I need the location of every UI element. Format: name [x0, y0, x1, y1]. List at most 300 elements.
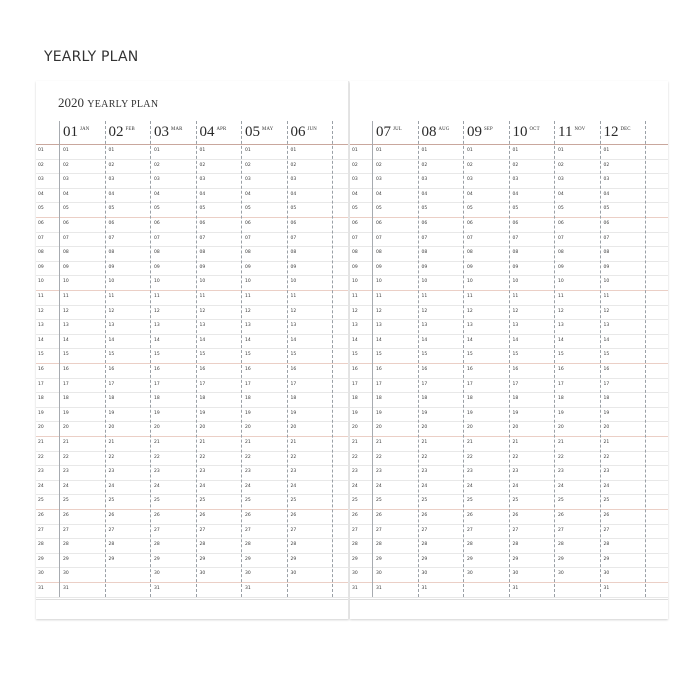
day-number: 13 — [603, 323, 610, 329]
month-abbr: APR — [216, 127, 227, 132]
day-number: 15 — [63, 352, 69, 358]
day-number: 27 — [63, 527, 69, 533]
row-rule — [36, 173, 348, 174]
row-rule — [36, 159, 348, 160]
gutter-day-number: 03 — [38, 177, 44, 183]
gutter-day-number: 20 — [38, 425, 44, 431]
day-number: 04 — [199, 191, 206, 197]
day-number: 07 — [558, 235, 564, 241]
day-number: 22 — [376, 454, 382, 460]
day-number: 20 — [199, 425, 206, 431]
day-number: 09 — [245, 264, 251, 270]
row-rule — [36, 217, 348, 218]
day-number: 14 — [421, 337, 428, 343]
day-number: 09 — [154, 264, 160, 270]
month-number: 12 — [603, 124, 619, 140]
day-number: 19 — [512, 410, 519, 416]
gutter-day-number: 27 — [352, 527, 358, 533]
month-divider — [509, 121, 510, 597]
month-abbr: OCT — [529, 127, 540, 132]
day-number: 07 — [63, 235, 69, 241]
month-abbr: JUL — [393, 127, 402, 132]
day-number: 26 — [108, 513, 115, 518]
day-number: 11 — [467, 294, 473, 299]
day-number: 10 — [376, 279, 382, 285]
day-number: 25 — [154, 498, 160, 504]
gutter-day-number: 10 — [38, 279, 44, 285]
day-number: 07 — [154, 235, 160, 241]
month-number: 10 — [512, 124, 528, 140]
month-number: 05 — [245, 124, 260, 140]
day-number: 04 — [63, 191, 69, 197]
day-number: 05 — [108, 206, 115, 212]
day-number: 29 — [199, 556, 206, 562]
day-number: 07 — [245, 235, 251, 241]
day-number: 03 — [558, 177, 564, 183]
day-number: 22 — [199, 454, 206, 460]
day-number: 21 — [512, 440, 519, 445]
day-number: 15 — [512, 352, 519, 358]
day-number: 24 — [108, 483, 115, 489]
month-abbr: FEB — [125, 127, 135, 132]
day-number: 06 — [245, 221, 251, 226]
day-number: 26 — [154, 513, 160, 518]
day-number: 27 — [512, 527, 519, 533]
day-number: 05 — [245, 206, 251, 212]
day-number: 08 — [245, 250, 251, 256]
day-number: 13 — [154, 323, 160, 329]
gutter-day-number: 09 — [38, 264, 44, 270]
day-number: 15 — [154, 352, 160, 358]
gutter-day-number: 01 — [352, 148, 358, 153]
day-number: 14 — [467, 337, 473, 343]
day-number: 12 — [63, 308, 69, 314]
day-number: 29 — [245, 556, 251, 562]
day-number: 30 — [290, 571, 297, 577]
day-number: 01 — [154, 148, 160, 153]
day-number: 24 — [63, 483, 69, 489]
day-number: 06 — [376, 221, 382, 226]
day-number: 14 — [199, 337, 206, 343]
month-abbr: AUG — [438, 127, 450, 132]
day-number: 20 — [63, 425, 69, 431]
day-number: 08 — [376, 250, 382, 256]
day-number: 17 — [199, 381, 206, 387]
day-number: 17 — [108, 381, 115, 387]
day-number: 13 — [376, 323, 382, 329]
day-number: 31 — [603, 586, 610, 591]
month-divider — [372, 121, 373, 597]
gutter-day-number: 22 — [352, 454, 358, 460]
day-number: 18 — [421, 396, 428, 402]
day-number: 18 — [108, 396, 115, 402]
gutter-day-number: 31 — [352, 586, 358, 591]
day-number: 26 — [290, 513, 297, 518]
gutter-day-number: 22 — [38, 454, 44, 460]
page-footer-band — [350, 599, 668, 620]
day-number: 26 — [512, 513, 519, 518]
day-number: 02 — [603, 162, 610, 168]
row-rule — [36, 582, 348, 583]
day-number: 30 — [63, 571, 69, 577]
row-rule — [36, 567, 348, 568]
day-number: 03 — [376, 177, 382, 183]
day-number: 14 — [154, 337, 160, 343]
day-number: 23 — [199, 469, 206, 475]
day-number: 30 — [199, 571, 206, 577]
day-number: 22 — [467, 454, 473, 460]
gutter-day-number: 04 — [352, 191, 358, 197]
month-header-jul — [376, 123, 402, 143]
day-number: 05 — [421, 206, 428, 212]
gutter-day-number: 04 — [38, 191, 44, 197]
row-rule — [36, 436, 348, 437]
day-number: 11 — [199, 294, 206, 299]
day-number: 06 — [154, 221, 160, 226]
day-number: 26 — [245, 513, 251, 518]
day-number: 16 — [108, 367, 115, 372]
day-number: 29 — [467, 556, 473, 562]
day-number: 28 — [108, 542, 115, 548]
day-number: 18 — [512, 396, 519, 402]
day-number: 07 — [467, 235, 473, 241]
page-footer-band — [36, 599, 348, 620]
day-number: 25 — [290, 498, 297, 504]
day-number: 19 — [108, 410, 115, 416]
day-number: 02 — [199, 162, 206, 168]
gutter-day-number: 19 — [352, 410, 358, 416]
gutter-day-number: 28 — [352, 542, 358, 548]
day-number: 23 — [512, 469, 519, 475]
gutter-day-number: 26 — [38, 513, 44, 518]
day-number: 24 — [421, 483, 428, 489]
day-number: 02 — [108, 162, 115, 168]
day-number: 24 — [558, 483, 564, 489]
month-header-sep — [467, 123, 493, 143]
day-number: 04 — [154, 191, 160, 197]
day-number: 06 — [603, 221, 610, 226]
gutter-day-number: 24 — [352, 483, 358, 489]
gutter-day-number: 23 — [38, 469, 44, 475]
day-number: 18 — [603, 396, 610, 402]
day-number: 04 — [467, 191, 473, 197]
day-number: 13 — [467, 323, 473, 329]
day-number: 14 — [558, 337, 564, 343]
day-number: 25 — [421, 498, 428, 504]
gutter-day-number: 12 — [352, 308, 358, 314]
day-number: 04 — [290, 191, 297, 197]
day-number: 17 — [421, 381, 428, 387]
planner-page-left — [36, 81, 349, 619]
day-number: 21 — [199, 440, 206, 445]
day-number: 20 — [108, 425, 115, 431]
day-number: 05 — [63, 206, 69, 212]
day-number: 25 — [376, 498, 382, 504]
day-number: 16 — [376, 367, 382, 372]
day-number: 25 — [558, 498, 564, 504]
day-number: 21 — [245, 440, 251, 445]
row-rule — [36, 202, 348, 203]
day-number: 30 — [245, 571, 251, 577]
day-number: 15 — [290, 352, 297, 358]
month-divider — [418, 121, 419, 597]
day-number: 28 — [290, 542, 297, 548]
day-number: 08 — [63, 250, 69, 256]
day-number: 19 — [63, 410, 69, 416]
row-rule — [36, 524, 348, 525]
day-number: 02 — [63, 162, 69, 168]
day-number: 18 — [558, 396, 564, 402]
day-number: 27 — [467, 527, 473, 533]
day-number: 28 — [63, 542, 69, 548]
gutter-day-number: 31 — [38, 586, 44, 591]
day-number: 27 — [108, 527, 115, 533]
day-number: 09 — [376, 264, 382, 270]
day-number: 22 — [603, 454, 610, 460]
day-number: 01 — [376, 148, 382, 153]
day-number: 29 — [108, 556, 115, 562]
day-number: 20 — [376, 425, 382, 431]
gutter-day-number: 16 — [352, 367, 358, 372]
planner-title-text: YEARLY PLAN — [87, 99, 159, 110]
day-number: 24 — [154, 483, 160, 489]
day-number: 03 — [108, 177, 115, 183]
month-header-nov — [558, 123, 585, 143]
gutter-day-number: 07 — [352, 235, 358, 241]
month-number: 11 — [558, 124, 573, 140]
month-header-may — [245, 123, 273, 143]
day-number: 19 — [467, 410, 473, 416]
day-number: 16 — [290, 367, 297, 372]
day-number: 08 — [512, 250, 519, 256]
day-number: 10 — [245, 279, 251, 285]
day-number: 21 — [108, 440, 115, 445]
day-number: 11 — [154, 294, 160, 299]
month-number: 06 — [290, 124, 306, 140]
day-number: 12 — [376, 308, 382, 314]
day-number: 26 — [467, 513, 473, 518]
row-rule — [36, 232, 348, 233]
day-number: 18 — [245, 396, 251, 402]
day-number: 13 — [558, 323, 564, 329]
gutter-day-number: 11 — [38, 294, 44, 299]
day-number: 06 — [108, 221, 115, 226]
day-number: 19 — [290, 410, 297, 416]
day-number: 26 — [421, 513, 428, 518]
gutter-day-number: 11 — [352, 294, 358, 299]
gutter-day-number: 08 — [352, 250, 358, 256]
day-number: 25 — [63, 498, 69, 504]
day-number: 26 — [603, 513, 610, 518]
day-number: 15 — [421, 352, 428, 358]
day-number: 10 — [603, 279, 610, 285]
gutter-day-number: 06 — [38, 221, 44, 226]
day-number: 06 — [558, 221, 564, 226]
day-number: 20 — [558, 425, 564, 431]
month-abbr: DEC — [620, 127, 631, 132]
row-rule — [36, 392, 348, 393]
day-number: 08 — [603, 250, 610, 256]
day-number: 19 — [421, 410, 428, 416]
row-rule — [36, 261, 348, 262]
row-rule — [36, 494, 348, 495]
day-number: 07 — [199, 235, 206, 241]
day-number: 11 — [421, 294, 428, 299]
month-abbr: MAY — [262, 127, 274, 132]
day-number: 13 — [512, 323, 519, 329]
day-number: 07 — [376, 235, 382, 241]
day-number: 11 — [558, 294, 564, 299]
day-number: 19 — [245, 410, 251, 416]
day-number: 05 — [199, 206, 206, 212]
day-number: 30 — [154, 571, 160, 577]
day-number: 09 — [290, 264, 297, 270]
gutter-day-number: 01 — [38, 148, 44, 153]
day-number: 15 — [467, 352, 473, 358]
day-number: 24 — [512, 483, 519, 489]
day-number: 20 — [290, 425, 297, 431]
day-number: 11 — [376, 294, 382, 299]
day-number: 14 — [512, 337, 519, 343]
month-number: 07 — [376, 124, 391, 140]
day-number: 03 — [199, 177, 206, 183]
gutter-day-number: 14 — [352, 337, 358, 343]
month-divider — [554, 121, 555, 597]
gutter-day-number: 18 — [352, 396, 358, 402]
month-number: 08 — [421, 124, 437, 140]
day-number: 22 — [108, 454, 115, 460]
day-number: 21 — [603, 440, 610, 445]
day-number: 12 — [245, 308, 251, 314]
day-number: 30 — [558, 571, 564, 577]
day-number: 29 — [603, 556, 610, 562]
day-number: 16 — [512, 367, 519, 372]
month-divider — [287, 121, 288, 597]
month-header-oct — [513, 123, 540, 143]
day-number: 02 — [154, 162, 160, 168]
day-number: 11 — [63, 294, 69, 299]
gutter-day-number: 05 — [352, 206, 358, 212]
day-number: 31 — [245, 586, 251, 591]
gutter-day-number: 06 — [352, 221, 358, 226]
gutter-day-number: 21 — [38, 440, 44, 445]
day-number: 02 — [512, 162, 519, 168]
gutter-day-number: 29 — [352, 556, 358, 562]
day-number: 13 — [245, 323, 251, 329]
row-rule — [350, 597, 668, 598]
day-number: 13 — [199, 323, 206, 329]
day-number: 06 — [512, 221, 519, 226]
day-number: 14 — [376, 337, 382, 343]
day-number: 15 — [245, 352, 251, 358]
day-number: 13 — [108, 323, 115, 329]
day-number: 09 — [421, 264, 428, 270]
gutter-day-number: 30 — [38, 571, 44, 577]
day-number: 17 — [603, 381, 610, 387]
month-header-apr — [200, 123, 227, 143]
day-number: 10 — [290, 279, 297, 285]
day-number: 22 — [63, 454, 69, 460]
day-number: 27 — [154, 527, 160, 533]
day-number: 01 — [558, 148, 564, 153]
day-number: 24 — [199, 483, 206, 489]
day-number: 24 — [245, 483, 251, 489]
day-number: 06 — [421, 221, 428, 226]
day-number: 28 — [154, 542, 160, 548]
day-number: 05 — [376, 206, 382, 212]
gutter-day-number: 18 — [38, 396, 44, 402]
day-number: 06 — [63, 221, 69, 226]
gutter-day-number: 25 — [352, 498, 358, 504]
day-number: 18 — [467, 396, 473, 402]
day-number: 05 — [603, 206, 610, 212]
month-number: 01 — [63, 124, 78, 140]
day-number: 28 — [467, 542, 473, 548]
day-number: 09 — [512, 264, 519, 270]
day-number: 27 — [603, 527, 610, 533]
day-number: 21 — [467, 440, 473, 445]
day-number: 19 — [154, 410, 160, 416]
day-number: 01 — [63, 148, 69, 153]
gutter-day-number: 15 — [38, 352, 44, 358]
day-number: 26 — [558, 513, 564, 518]
month-abbr: JUN — [307, 127, 317, 132]
day-number: 08 — [108, 250, 115, 256]
gutter-day-number: 13 — [38, 323, 44, 329]
gutter-day-number: 13 — [352, 323, 358, 329]
day-number: 28 — [199, 542, 206, 548]
day-number: 03 — [154, 177, 160, 183]
gutter-day-number: 02 — [352, 162, 358, 168]
month-header-jan — [63, 123, 89, 143]
day-number: 25 — [512, 498, 519, 504]
month-abbr: NOV — [574, 127, 586, 132]
yearly-grid-right — [350, 121, 668, 599]
day-number: 28 — [558, 542, 564, 548]
row-rule — [36, 451, 348, 452]
day-number: 11 — [108, 294, 115, 299]
day-number: 14 — [603, 337, 610, 343]
day-number: 07 — [512, 235, 519, 241]
day-number: 09 — [63, 264, 69, 270]
day-number: 02 — [245, 162, 251, 168]
day-number: 31 — [63, 586, 69, 591]
day-number: 23 — [603, 469, 610, 475]
row-rule — [36, 407, 348, 408]
day-number: 12 — [467, 308, 473, 314]
day-number: 14 — [63, 337, 69, 343]
day-number: 08 — [154, 250, 160, 256]
gutter-day-number: 07 — [38, 235, 44, 241]
month-divider — [645, 121, 646, 597]
day-number: 03 — [512, 177, 519, 183]
day-number: 07 — [108, 235, 115, 241]
day-number: 10 — [63, 279, 69, 285]
day-number: 27 — [376, 527, 382, 533]
day-number: 21 — [558, 440, 564, 445]
day-number: 26 — [376, 513, 382, 518]
day-number: 30 — [512, 571, 519, 577]
day-number: 08 — [199, 250, 206, 256]
day-number: 24 — [376, 483, 382, 489]
day-number: 24 — [467, 483, 473, 489]
day-number: 01 — [108, 148, 115, 153]
day-number: 19 — [603, 410, 610, 416]
day-number: 03 — [603, 177, 610, 183]
day-number: 04 — [245, 191, 251, 197]
day-number: 27 — [245, 527, 251, 533]
day-number: 16 — [558, 367, 564, 372]
